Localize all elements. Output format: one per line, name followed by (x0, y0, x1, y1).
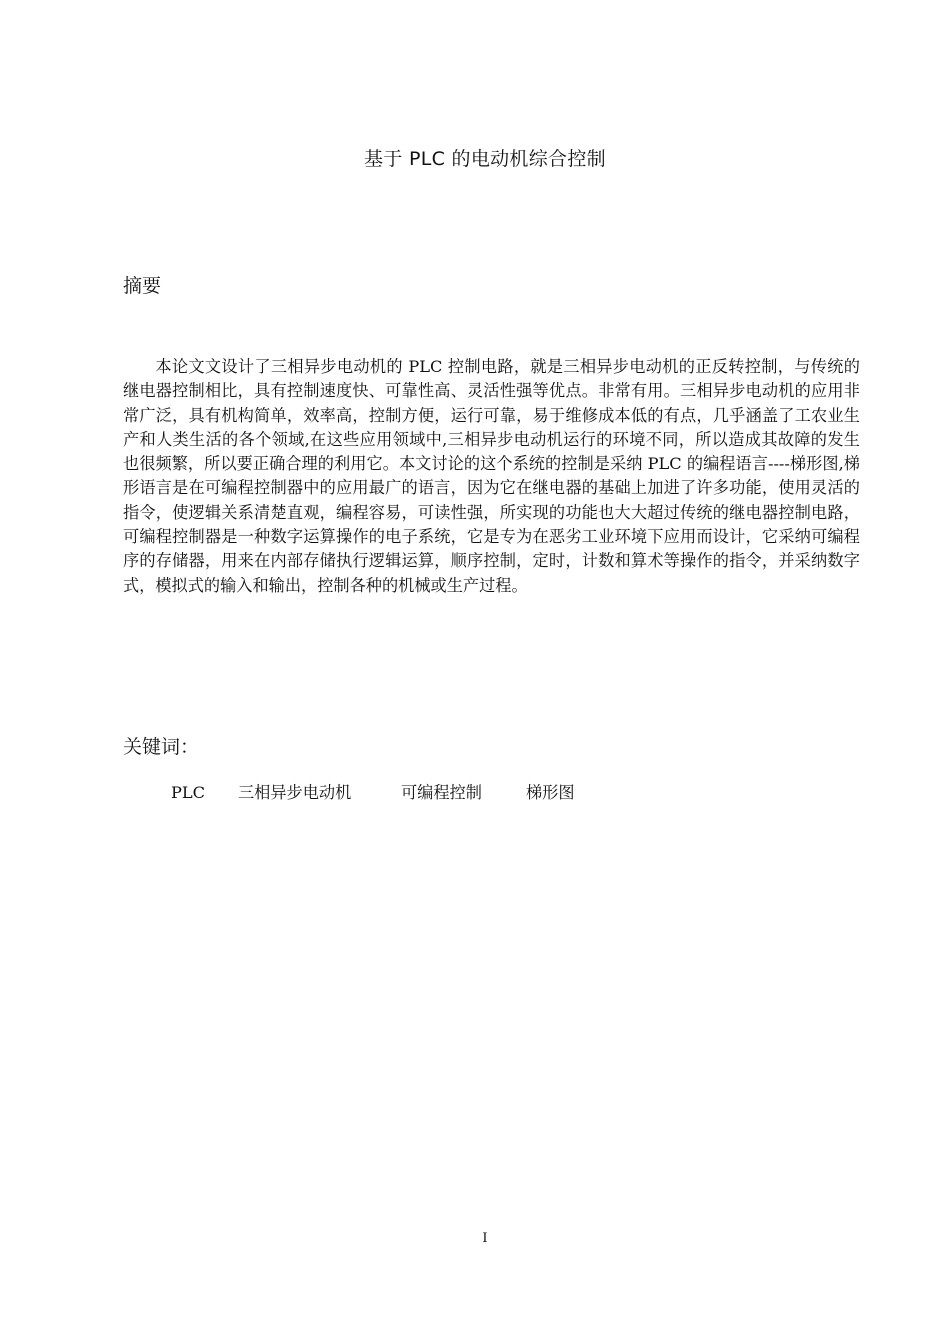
abstract-body: 本论文文设计了三相异步电动机的 PLC 控制电路，就是三相异步电动机的正反转控制，与传统的继电器控制相比，具有控制速度快、可靠性高、灵活性强等优点。非常有用。三相异步电动机的应用非常广泛，具有机构简单，效率高，控制方便，运行可靠，易于维修成本低的有点，几乎涵盖了工农业生产和人类生活的各个领域,在这些应用领域中,三相异步电动机运行的环境不同，所以造成其故障的发生也很频繁，所以要正确合理的利用它。本文讨论的这个系统的控制是采纳 PLC 的编程语言----梯形图,梯形语言是在可编程控制器中的应用最广的语言，因为它在继电器的基础上加进了许多功能，使用灵活的指令，使逻辑关系清楚直观，编程容易，可读性强，所实现的功能也大大超过传统的继电器控制电路，可编程控制器是一种数字运算操作的电子系统，它是专为在恶劣工业环境下应用而设计，它采纳可编程序的存储器，用来在内部存储执行逻辑运算，顺序控制，定时，计数和算术等操作的指令，并采纳数字式，模拟式的输入和输出，控制各种的机械或生产过程。 (123, 357, 860, 595)
document-title: 基于 PLC 的电动机综合控制 (364, 148, 606, 170)
keyword-item: 可编程控制 (401, 783, 482, 802)
keyword-item: PLC (171, 783, 206, 802)
keywords-heading: 关键词： (123, 736, 200, 758)
keyword-item: 三相异步电动机 (238, 783, 352, 802)
page-number: I (482, 1231, 488, 1246)
keyword-item: 梯形图 (526, 783, 575, 802)
keywords-list (171, 782, 575, 804)
abstract-heading: 摘要 (123, 275, 162, 297)
